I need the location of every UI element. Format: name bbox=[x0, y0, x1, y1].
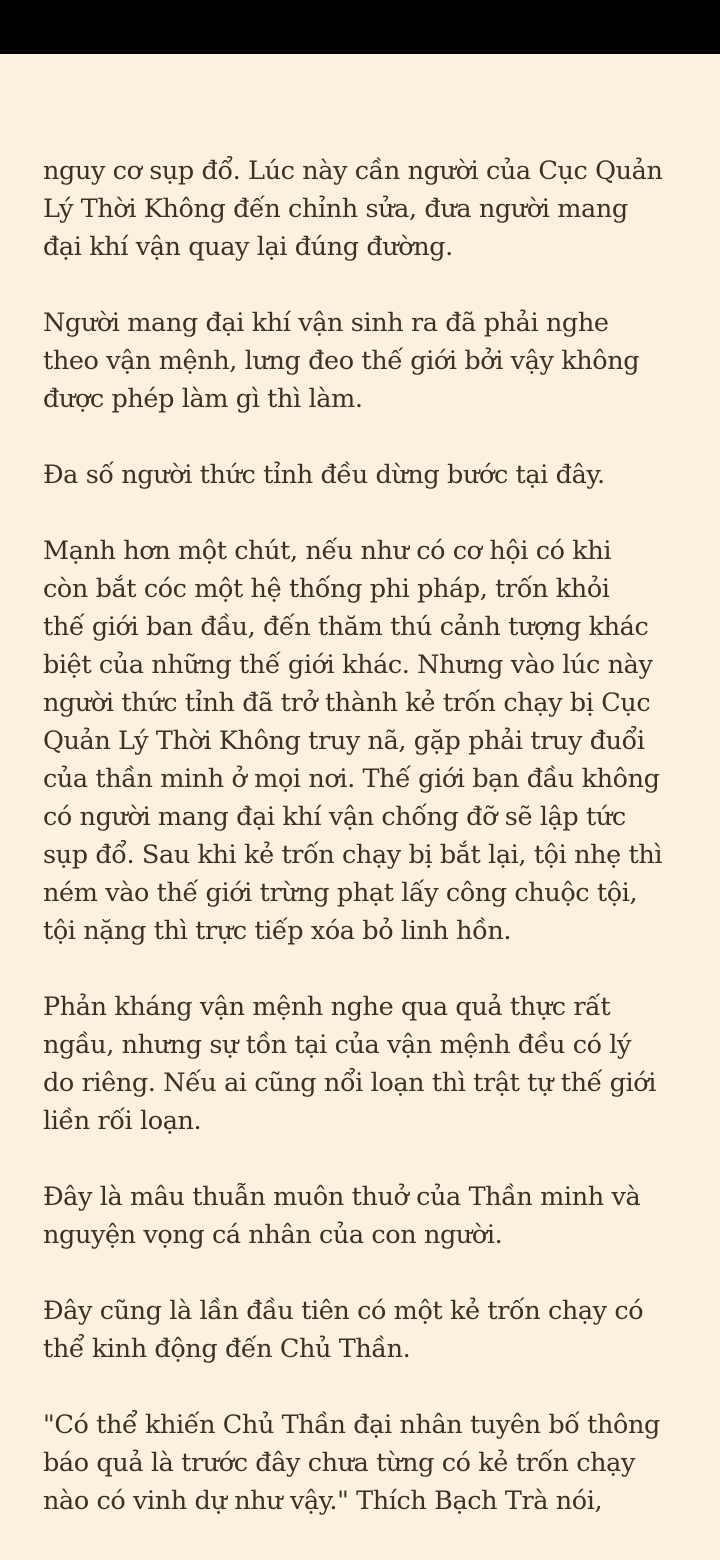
text-line: nào có vinh dự như vậy." Thích Bạch Trà nói, bbox=[43, 1486, 603, 1516]
text-line: đại khí vận quay lại đúng đường. bbox=[43, 232, 453, 262]
text-line: "Có thể khiến Chủ Thần đại nhân tuyên bố thông bbox=[43, 1410, 660, 1440]
text-line: Phản kháng vận mệnh nghe qua quả thực rất bbox=[43, 992, 611, 1022]
text-line: theo vận mệnh, lưng đeo thế giới bởi vậy không bbox=[43, 346, 640, 376]
text-line: người thức tỉnh đã trở thành kẻ trốn chạy bị Cục bbox=[43, 688, 651, 718]
paragraph bbox=[43, 532, 683, 950]
text-line: thế giới ban đầu, đến thăm thú cảnh tượng khác bbox=[43, 612, 649, 642]
text-line: của thần minh ở mọi nơi. Thế giới bạn đầu không bbox=[43, 764, 660, 794]
text-line: Lý Thời Không đến chỉnh sửa, đưa người mang bbox=[43, 194, 628, 224]
text-line: Quản Lý Thời Không truy nã, gặp phải truy đuổi bbox=[43, 726, 645, 756]
text-line: Đa số người thức tỉnh đều dừng bước tại đây. bbox=[43, 460, 605, 490]
text-line: Mạnh hơn một chút, nếu như có cơ hội có khi bbox=[43, 536, 612, 566]
paragraph bbox=[43, 152, 683, 266]
paragraph bbox=[43, 304, 683, 418]
text-line: Đây là mâu thuẫn muôn thuở của Thần minh và bbox=[43, 1182, 641, 1212]
text-line: biệt của những thế giới khác. Nhưng vào lúc này bbox=[43, 650, 653, 680]
text-line: Đây cũng là lần đầu tiên có một kẻ trốn chạy có bbox=[43, 1296, 644, 1326]
text-line: liền rối loạn. bbox=[43, 1106, 202, 1136]
paragraph bbox=[43, 1292, 683, 1368]
text-line: Người mang đại khí vận sinh ra đã phải nghe bbox=[43, 308, 609, 338]
text-line: ngầu, nhưng sự tồn tại của vận mệnh đều có lý bbox=[43, 1030, 632, 1060]
text-line: có người mang đại khí vận chống đỡ sẽ lập tức bbox=[43, 802, 626, 832]
reader-text-area[interactable] bbox=[43, 152, 683, 1547]
text-line: thể kinh động đến Chủ Thần. bbox=[43, 1334, 411, 1364]
text-line: nguyện vọng cá nhân của con người. bbox=[43, 1220, 503, 1250]
paragraph bbox=[43, 456, 683, 494]
text-line: nguy cơ sụp đổ. Lúc này cần người của Cục Quản bbox=[43, 156, 663, 186]
text-line: do riêng. Nếu ai cũng nổi loạn thì trật tự thế giới bbox=[43, 1068, 657, 1098]
text-line: còn bắt cóc một hệ thống phi pháp, trốn khỏi bbox=[43, 574, 610, 604]
text-line: sụp đổ. Sau khi kẻ trốn chạy bị bắt lại, tội nhẹ thì bbox=[43, 840, 663, 870]
text-line: ném vào thế giới trừng phạt lấy công chuộc tội, bbox=[43, 878, 638, 908]
paragraph bbox=[43, 988, 683, 1140]
text-line: được phép làm gì thì làm. bbox=[43, 384, 363, 414]
paragraph bbox=[43, 1178, 683, 1254]
text-line: tội nặng thì trực tiếp xóa bỏ linh hồn. bbox=[43, 916, 512, 946]
text-line: báo quả là trước đây chưa từng có kẻ trốn chạy bbox=[43, 1448, 635, 1478]
status-bar bbox=[0, 0, 720, 54]
paragraph bbox=[43, 1406, 683, 1520]
